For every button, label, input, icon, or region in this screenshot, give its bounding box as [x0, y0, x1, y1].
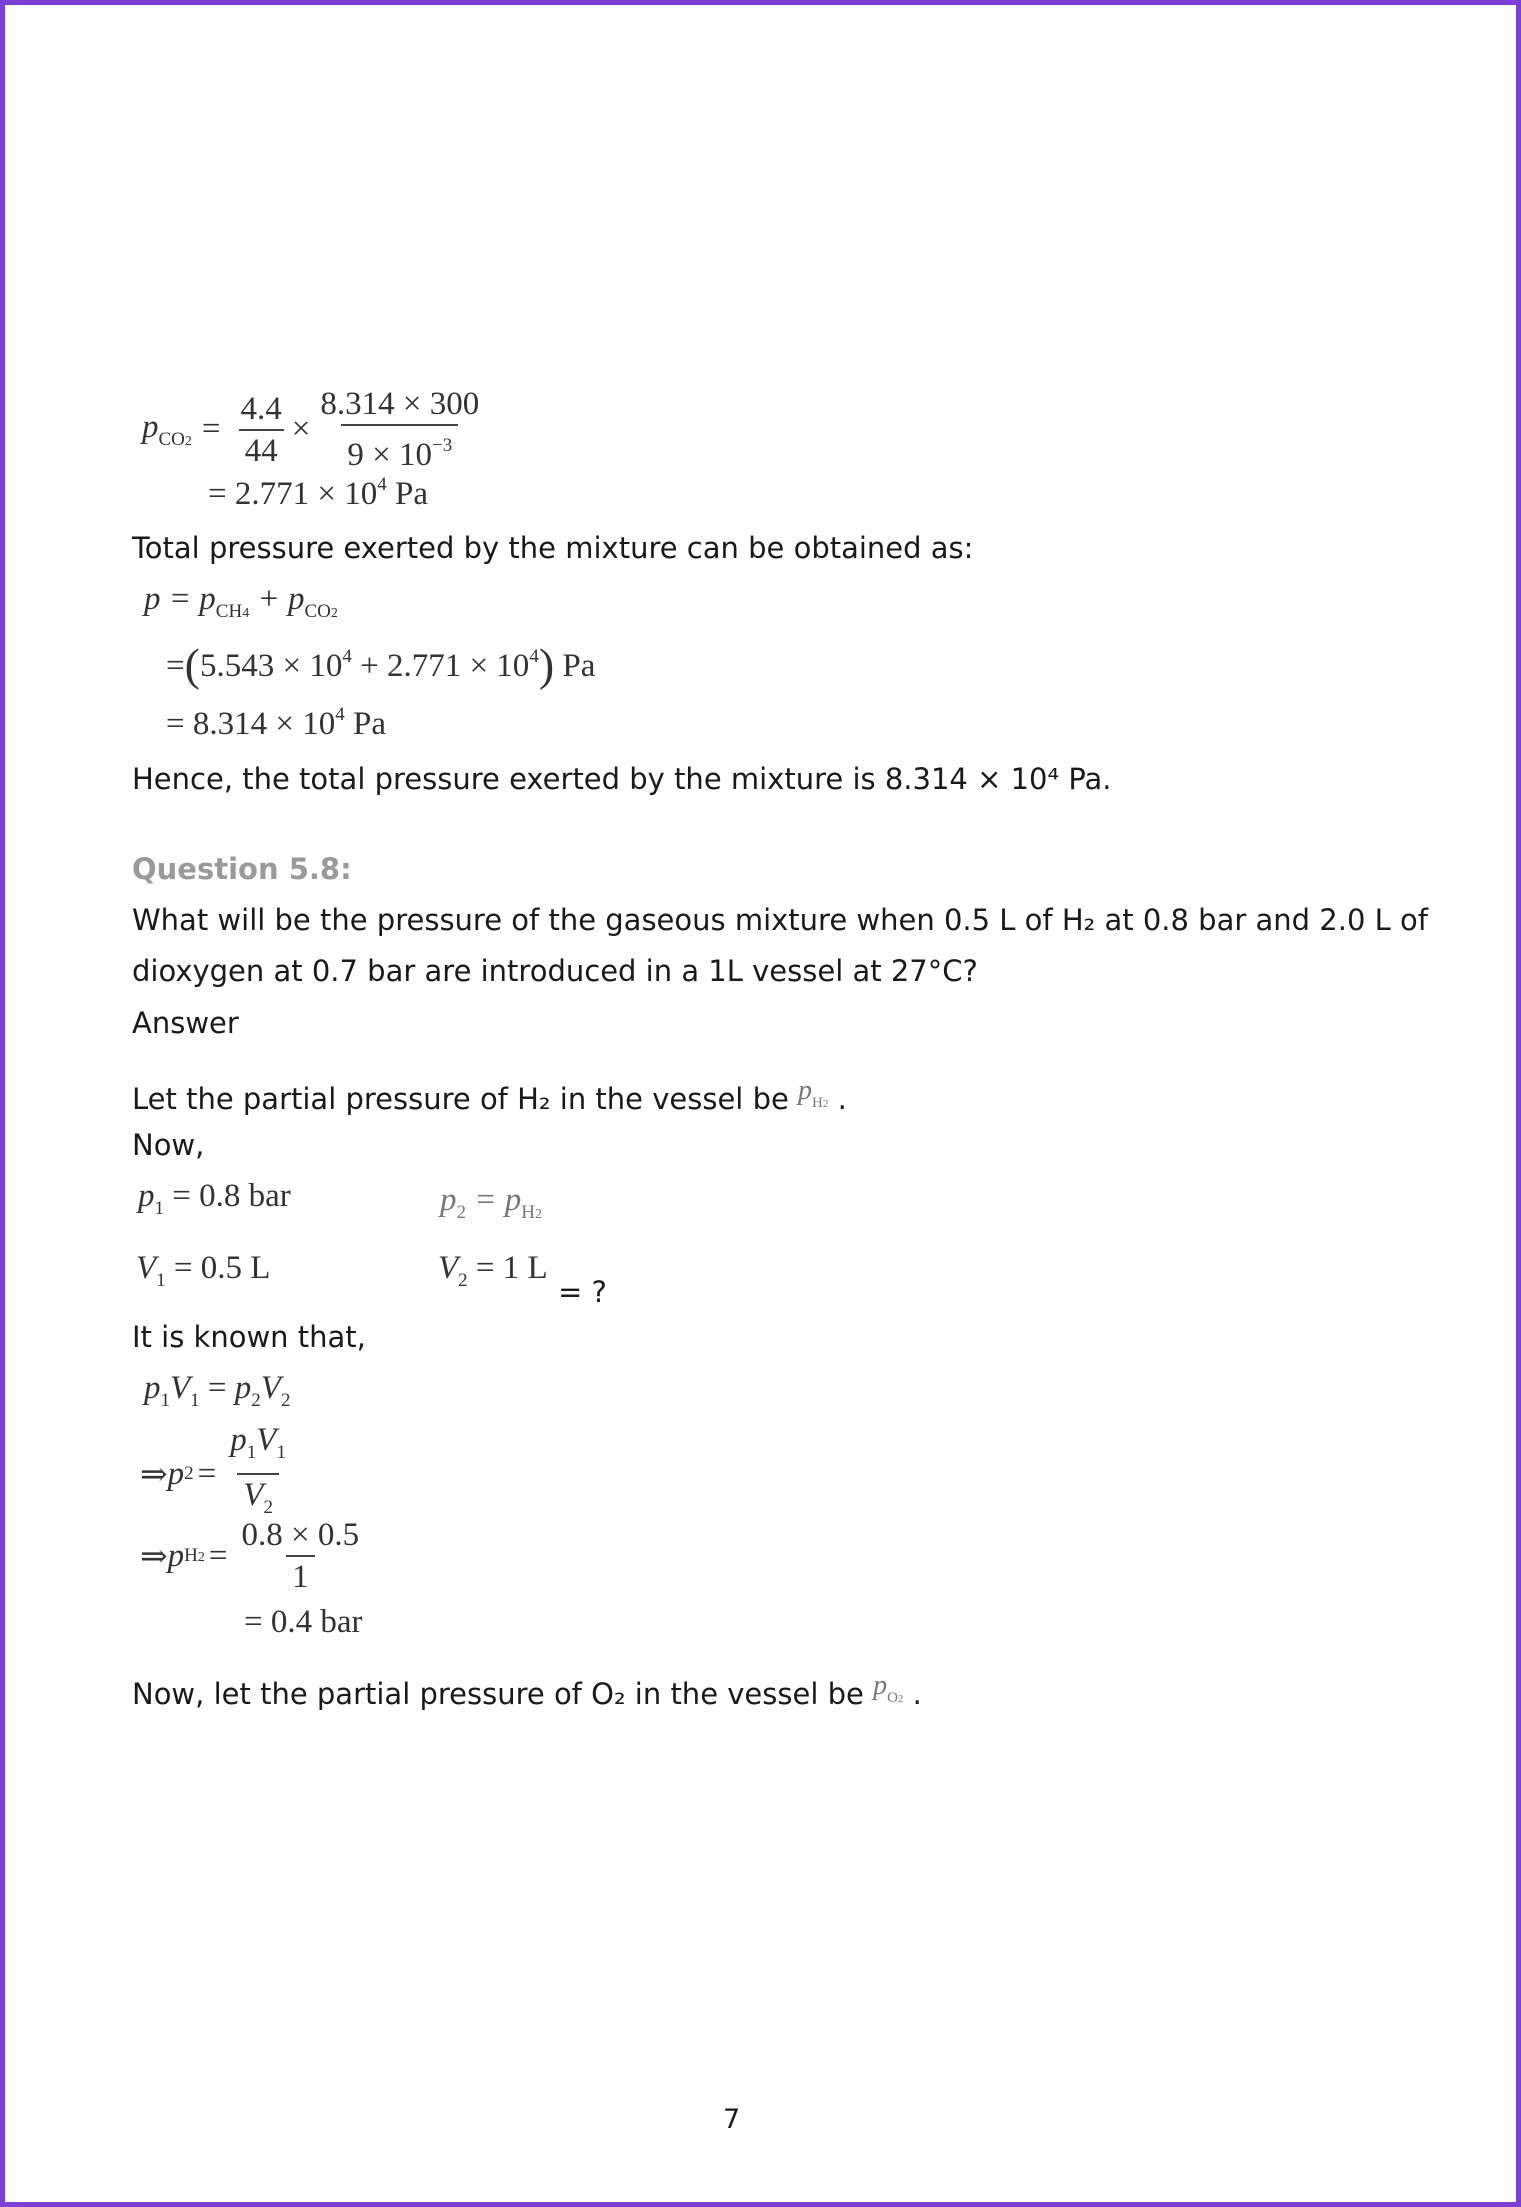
- partial-pressure-h2-text: Let the partial pressure of H₂ in the vessel be $p_{H2}$ .: [132, 1075, 847, 1116]
- question-text-line1: What will be the pressure of the gaseous mixture when 0.5 L of H₂ at 0.8 bar and 2.0 L of: [132, 903, 1428, 937]
- pco2-symbol: $p_{CO2}$: [142, 408, 192, 450]
- given-unknown: = ?: [558, 1275, 607, 1309]
- boyle-line2: ⇒ p 2 = $\frac{p_1V_1}{V_2}$: [140, 1420, 296, 1528]
- pco2-equation: $p_{CO2}$ = $\frac{4.4}{44}$ × $\frac{8.314 \times 300}{9 \times 10^{-3}}$: [142, 384, 489, 475]
- question-heading: Question 5.8:: [132, 852, 352, 886]
- fraction-rt-over-v: $\frac{8.314 \times 300}{9 \times 10^{-3}}$: [320, 386, 480, 473]
- fraction-ph2-calc: $\frac{0.8 \times 0.5}{1}$: [241, 1517, 360, 1595]
- pco2-result: = $2.771 \times 10^4$ Pa: [208, 474, 428, 512]
- boyle-line1: $p_1V_1 = p_2V_2$: [144, 1370, 291, 1411]
- given-v2: $V_2 = 1$ L: [438, 1250, 548, 1291]
- total-line3: = $8.314 \times 10^4$ Pa: [166, 704, 386, 742]
- fraction-p1v1-over-v2: $\frac{p_1V_1}{V_2}$: [224, 1420, 292, 1528]
- fraction-moles: $\frac{4.4}{44}$: [240, 390, 282, 469]
- total-line2: $=(5.543 \times 10^4 + 2.771 \times 10^4)$ Pa: [166, 639, 596, 690]
- given-p2: $p_2 = p_{H2}$: [440, 1182, 543, 1223]
- answer-label: Answer: [132, 1006, 239, 1040]
- page-number: 7: [723, 2104, 741, 2135]
- total-line1: $p = p_{CH4} + p_{CO2}$: [144, 581, 338, 622]
- total-pressure-conclusion: Hence, the total pressure exerted by the mixture is 8.314 × 10⁴ Pa.: [132, 762, 1112, 796]
- po2-inline-symbol: $p_{O2}$: [873, 1670, 904, 1706]
- known-label: It is known that,: [132, 1320, 366, 1354]
- partial-pressure-o2-text: Now, let the partial pressure of O₂ in the vessel be $p_{O2}$ .: [132, 1670, 922, 1711]
- ph2-inline-symbol: $p_{H2}$: [798, 1075, 829, 1111]
- boyle-result: = 0.4 bar: [244, 1604, 363, 1640]
- boyle-line3: ⇒ p H2 = $\frac{0.8 \times 0.5}{1}$: [140, 1515, 369, 1597]
- question-text-line2: dioxygen at 0.7 bar are introduced in a 1L vessel at 27°C?: [132, 954, 978, 988]
- total-pressure-intro: Total pressure exerted by the mixture can be obtained as:: [132, 531, 974, 565]
- given-v1: $V_1 = 0.5$ L: [136, 1250, 271, 1291]
- now-label: Now,: [132, 1128, 205, 1162]
- given-p1: $p_1 = 0.8$ bar: [138, 1178, 291, 1219]
